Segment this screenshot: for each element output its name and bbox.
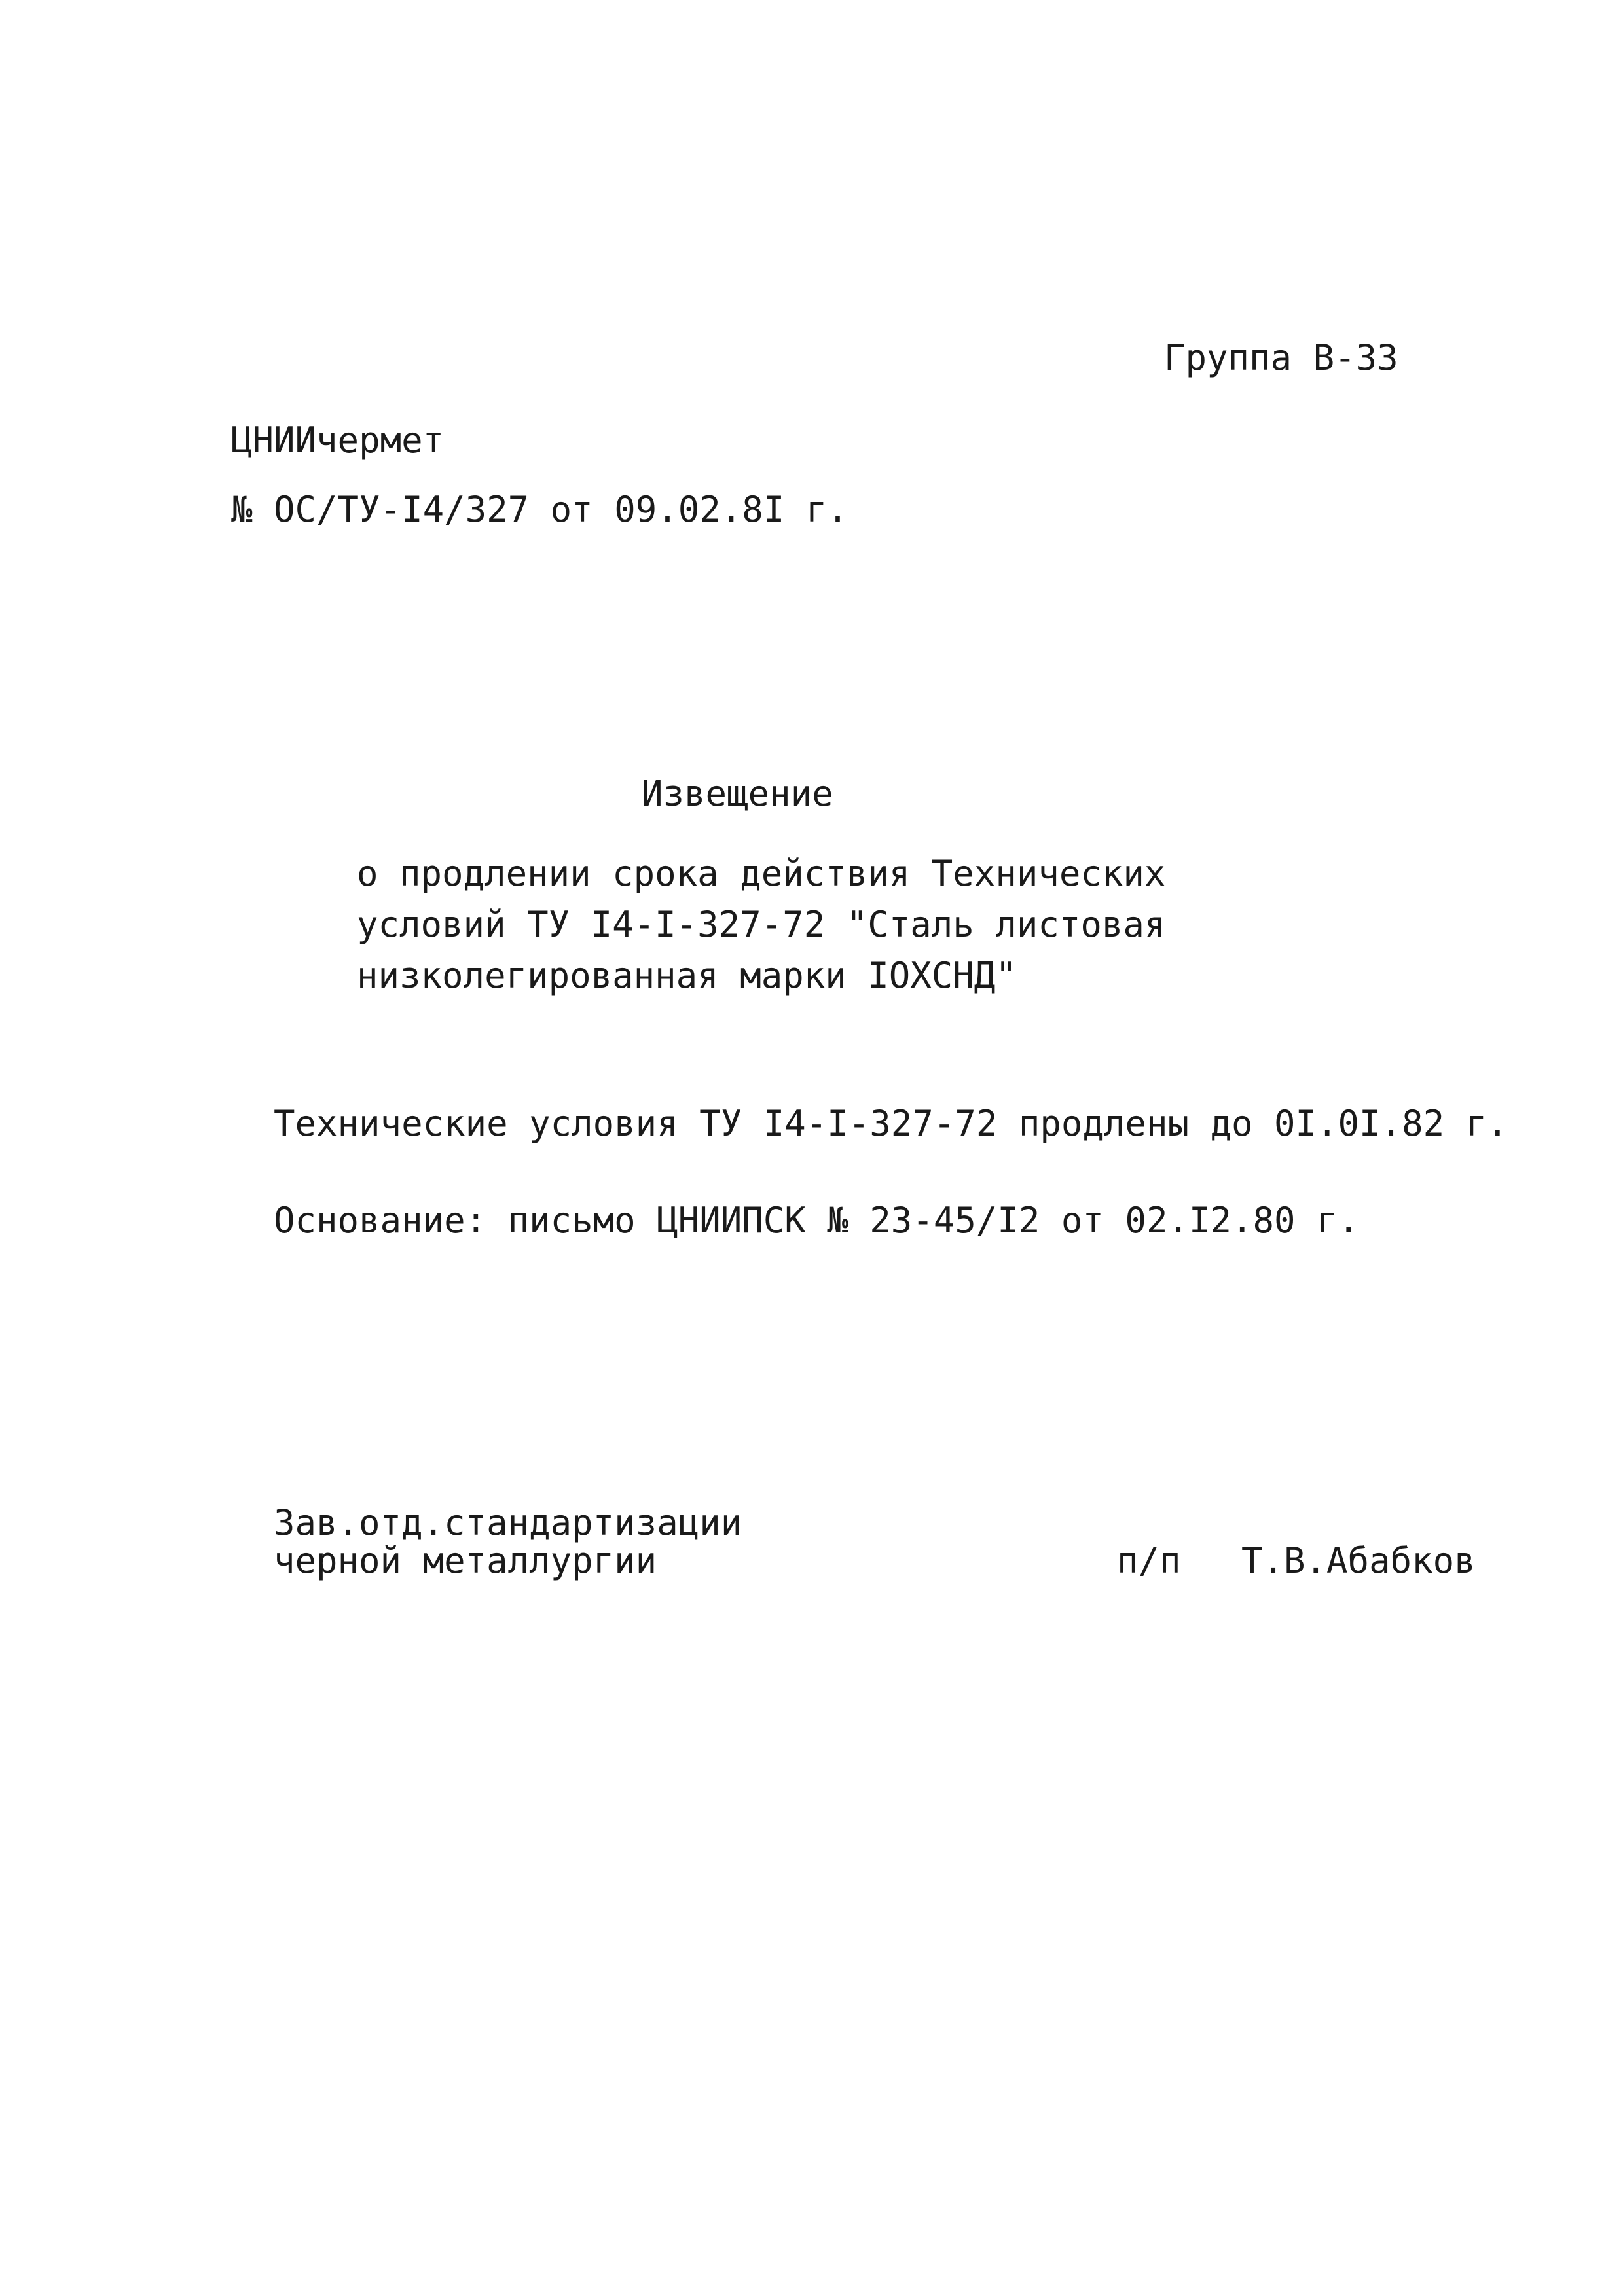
signer-position-line: черной металлургии: [274, 1540, 657, 1581]
notice-subject-line: условий ТУ I4-I-327-72 "Сталь листовая: [357, 904, 1166, 945]
notice-title: Извещение: [642, 773, 833, 814]
notice-subject-line: о продлении срока действия Технических: [357, 853, 1166, 894]
basis-statement: Основание: письмо ЦНИИПСК № 23-45/I2 от 02.I2.80 г.: [274, 1200, 1360, 1241]
signed-mark: п/п: [1117, 1540, 1181, 1581]
group-label: Группа В-33: [1164, 337, 1398, 378]
notice-subject-line: низколегированная марки IОХСНД": [357, 955, 1017, 996]
signer-name: Т.В.Абабков: [1241, 1540, 1476, 1581]
extension-statement: Технические условия ТУ I4-I-327-72 продлены до 0I.0I.82 г.: [274, 1103, 1508, 1144]
organization-name: ЦНИИчермет: [231, 420, 445, 461]
signer-position-line: Зав.отд.стандартизации: [274, 1502, 742, 1543]
document-number: № ОС/ТУ-I4/327 от 09.02.8I г.: [231, 489, 848, 530]
